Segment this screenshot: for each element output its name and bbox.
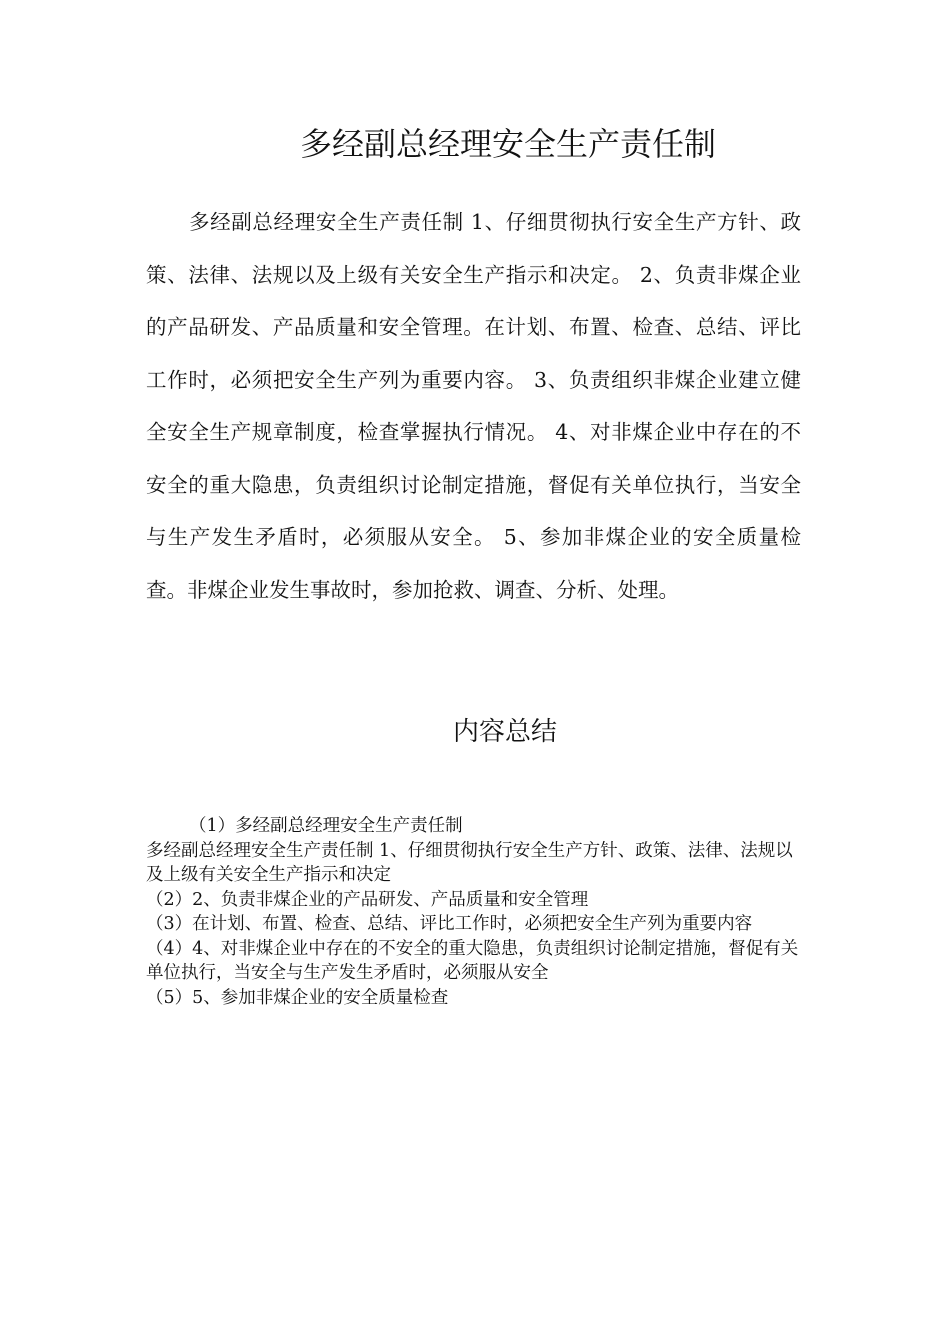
summary-line: （3）在计划、布置、检查、总结、评比工作时，必须把安全生产列为重要内容 [146, 914, 753, 934]
document-title: 多经副总经理安全生产责任制 [299, 125, 716, 163]
summary-line: （5）5、参加非煤企业的安全质量检查 [146, 987, 449, 1008]
document-body-paragraph: 多经副总经理安全生产责任制 1、仔细贯彻执行安全生产方针、政策、法律、法规以及上级有关安全生产指示和决定。 2、负责非煤企业的产品研发、产品质量和安全管理。在计划、布置、检查、总结、评比工作时，必须把安全生产列为重要内容。 3、负责组织非煤企业建立健全安全生产规章制度，检查掌握执行情况。 4、对非煤企业中存在的不安全的重大隐患，负责组织讨论制定措施，督促有关单位执行，当安全与生产发生矛盾时，必须服从安全。 5、参加非煤企业的安全质量检查。非煤企业发生事故时，参加抢救、调查、分析、处理。 [146, 210, 801, 602]
summary-line: （4）4、对非煤企业中存在的不安全的重大隐患，负责组织讨论制定措施，督促有关单位执行，当安全与生产发生矛盾时，必须服从安全 [146, 938, 799, 983]
summary-line: （2）2、负责非煤企业的产品研发、产品质量和安全管理 [146, 889, 589, 910]
summary-block [146, 814, 806, 1010]
summary-line: 多经副总经理安全生产责任制 1、仔细贯彻执行安全生产方针、政策、法律、法规以及上级有关安全生产指示和决定 [146, 840, 793, 885]
summary-line: （1）多经副总经理安全生产责任制 [189, 816, 463, 836]
summary-title: 内容总结 [452, 717, 557, 747]
